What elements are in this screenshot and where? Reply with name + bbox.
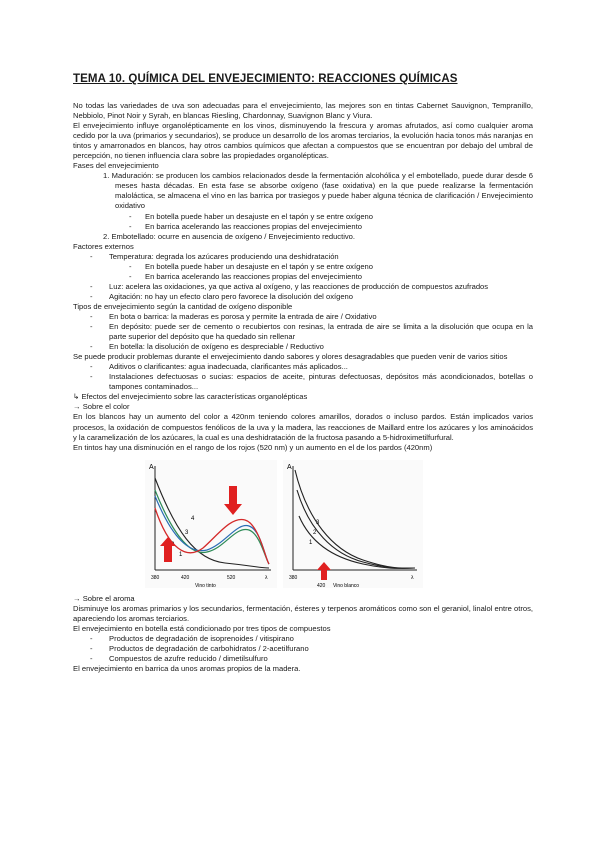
dash-marker: - xyxy=(90,281,93,291)
up-arrow xyxy=(160,537,176,562)
list-item-text: Aditivos o clarificantes: agua inadecuada, clarificantes más aplicados... xyxy=(109,362,348,372)
list-item-text: Compuestos de azufre reducido / dimetilsulfuro xyxy=(109,653,268,663)
subheading-aroma: → Sobre el aroma xyxy=(73,593,135,603)
dash-marker: - xyxy=(90,291,93,301)
list-item xyxy=(73,292,533,302)
dash-marker: - xyxy=(129,271,132,281)
aroma-paragraph: Disminuye los aromas primarios y los secundarios, fermentación, ésteres y terpenos aromáticos como son el geraniol, linalol entre otros, apareciendo los aromas terciarios. xyxy=(73,603,533,623)
list-item xyxy=(73,372,533,392)
x-axis-title: Vino blanco xyxy=(333,582,360,588)
dash-marker: - xyxy=(90,342,93,352)
intro-paragraph: El envejecimiento influye organolépticamente en los vinos, disminuyendo la frescura y aromas afrutados, así como cualquier aroma cedido por la uva (primarios y secundarios), se produce un desarrollo de los aromas terciarios, la evolución hacia tonos más naranjas en tintos y amarronados en blancos, hay otros cambios químicos que afectan a compuestos que se encuentran por debajo del umbral de percepción, no tienen influencia clara sobre las propiedades organolépticas. xyxy=(73,121,533,161)
list-item xyxy=(73,362,533,372)
list-subitem-text: En botella puede haber un desajuste en el tapón y se entre oxígeno xyxy=(145,211,373,221)
x-tick-label: λ xyxy=(265,574,268,581)
list-subitem xyxy=(73,212,533,222)
x-tick-label: 380 xyxy=(289,574,298,581)
up-arrow xyxy=(317,562,331,580)
list-item-text: En botella: la disolución de oxígeno es despreciable / Reductivo xyxy=(109,342,324,352)
absorbance-figure xyxy=(73,460,533,588)
list-item: 2. Embotellado: ocurre en ausencia de oxígeno / Envejecimiento reductivo. xyxy=(103,231,356,241)
red-wine-absorbance-plot xyxy=(145,460,277,588)
botella-paragraph: El envejecimiento en botella está condicionado por tres tipos de compuestos xyxy=(73,623,331,633)
tintos-paragraph: En tintos hay una disminución en el rango de los rojos (520 nm) y un aumento en el de los pardos (420nm) xyxy=(73,442,433,452)
section-heading-fases: Fases del envejecimiento xyxy=(73,161,159,171)
dash-marker: - xyxy=(90,372,93,382)
dash-marker: - xyxy=(90,322,93,332)
intro-paragraph: No todas las variedades de uva son adecuadas para el envejecimiento, las mejores son en tintas Cabernet Sauvignon, Tempranillo, Nebbiolo, Pinot Noir y Syrah, en blancas Riesling, Chardonnay, Suavignon Blanc y Viura. xyxy=(73,101,533,121)
list-item xyxy=(73,252,533,262)
curve-label: 1 xyxy=(179,551,183,558)
list-subitem-text: En barrica acelerando las reacciones propias del envejecimiento xyxy=(145,221,362,231)
blancos-paragraph: En los blancos hay un aumento del color a 420nm teniendo colores amarillos, dorados o incluso pardos. Están implicados varios procesos, la oxidación de compuestos fenólicos de la uva y la madera, las reacciones de Maillard entre los azúcares y los aminoácidos y la caramelización de los azúcares, la cual es una deshidratación de la fructosa pasando a 5-hidroximetilfurfural. xyxy=(73,412,533,442)
section-heading-efectos: ↳ Efectos del envejecimiento sobre las características organolépticas xyxy=(73,392,308,402)
document-body xyxy=(73,101,533,674)
list-subitem-text: En botella puede haber un desajuste en el tapón y se entre oxígeno xyxy=(145,261,373,271)
y-axis-label: A xyxy=(287,463,292,471)
dash-marker: - xyxy=(129,221,132,231)
section-heading-tipos: Tipos de envejecimiento según la cantidad de oxígeno disponible xyxy=(73,301,293,311)
list-item-text: En bota o barrica: la maderas es porosa y permite la entrada de aire / Oxidativo xyxy=(109,311,377,321)
curve-blue xyxy=(155,496,269,564)
curve-black xyxy=(155,478,269,568)
curve-label: 4 xyxy=(191,515,195,522)
y-axis-label: A xyxy=(149,463,154,471)
list-item-text: Productos de degradación de carbohidratos / 2-acetilfurano xyxy=(109,643,309,653)
barrica-paragraph: El envejecimiento en barrica da unos aromas propios de la madera. xyxy=(73,663,301,673)
x-axis-title: Vino tinto xyxy=(195,582,216,588)
subheading-color: → Sobre el color xyxy=(73,402,130,412)
dash-marker: - xyxy=(90,311,93,321)
list-subitem xyxy=(73,272,533,282)
list-item: 1. Maduración: se producen los cambios relacionados desde la fermentación alcohólica y el embotellado, puede durar desde 6 meses hasta décadas. En esta fase se absorbe oxígeno (fase oxidativa) en la que puede realizarse la fermentación maloláctica, se almacena el vino en las barrica por trasiegos y puede haber alguna técnica de clarificación / Envejecimiento oxidativo xyxy=(103,171,533,211)
dash-marker: - xyxy=(90,643,93,653)
list-item xyxy=(73,312,533,322)
x-tick-label: 420 xyxy=(181,574,190,581)
list-item-text: Luz: acelera las oxidaciones, ya que activa al oxígeno, y las reacciones de producción de compuestos azufrados xyxy=(109,281,489,291)
list-item-text: Instalaciones defectuosas o sucias: espacios de aceite, pinturas defectuosas, depósitos más acondicionados, botellas o tampones contaminados... xyxy=(109,372,533,392)
dash-marker: - xyxy=(129,261,132,271)
dash-marker: - xyxy=(90,251,93,261)
curve-3 xyxy=(295,470,415,568)
x-tick-label: 380 xyxy=(151,574,160,581)
dash-marker: - xyxy=(90,362,93,372)
list-item xyxy=(73,644,533,654)
dash-marker: - xyxy=(90,633,93,643)
page-title: TEMA 10. QUÍMICA DEL ENVEJECIMIENTO: REACCIONES QUÍMICAS xyxy=(73,73,458,85)
x-tick-label: 420 xyxy=(317,582,326,588)
list-item-text: Temperatura: degrada los azúcares produciendo una deshidratación xyxy=(109,251,339,261)
dash-marker: - xyxy=(90,653,93,663)
curve-label: 3 xyxy=(185,529,189,536)
list-subitem xyxy=(73,222,533,232)
curve-label: 3 xyxy=(316,519,320,526)
list-item-text: Agitación: no hay un efecto claro pero favorece la disolución del oxígeno xyxy=(109,291,354,301)
list-item xyxy=(73,322,533,342)
list-item xyxy=(73,634,533,644)
list-item xyxy=(73,654,533,664)
list-subitem-text: En barrica acelerando las reacciones propias del envejecimiento xyxy=(145,271,362,281)
curve-label: 2 xyxy=(313,529,317,536)
white-wine-absorbance-plot xyxy=(283,460,423,588)
problemas-paragraph: Se puede producir problemas durante el envejecimiento dando sabores y olores desagradables que pueden venir de varios sitios xyxy=(73,352,508,362)
section-heading-factores: Factores externos xyxy=(73,241,134,251)
x-tick-label: 520 xyxy=(227,574,236,581)
dash-marker: - xyxy=(129,211,132,221)
list-item xyxy=(73,282,533,292)
list-item xyxy=(73,342,533,352)
x-tick-label: λ xyxy=(411,574,414,581)
list-item-text: En depósito: puede ser de cemento o recubiertos con resinas, la entrada de aire se limita a la disolución que ocupa en la parte superior del depósito que ha quedado sin rellenar xyxy=(109,322,533,342)
down-arrow xyxy=(224,486,242,515)
curve-label: 1 xyxy=(309,539,313,546)
list-subitem xyxy=(73,262,533,272)
list-item-text: Productos de degradación de isoprenoides / vitispirano xyxy=(109,633,294,643)
